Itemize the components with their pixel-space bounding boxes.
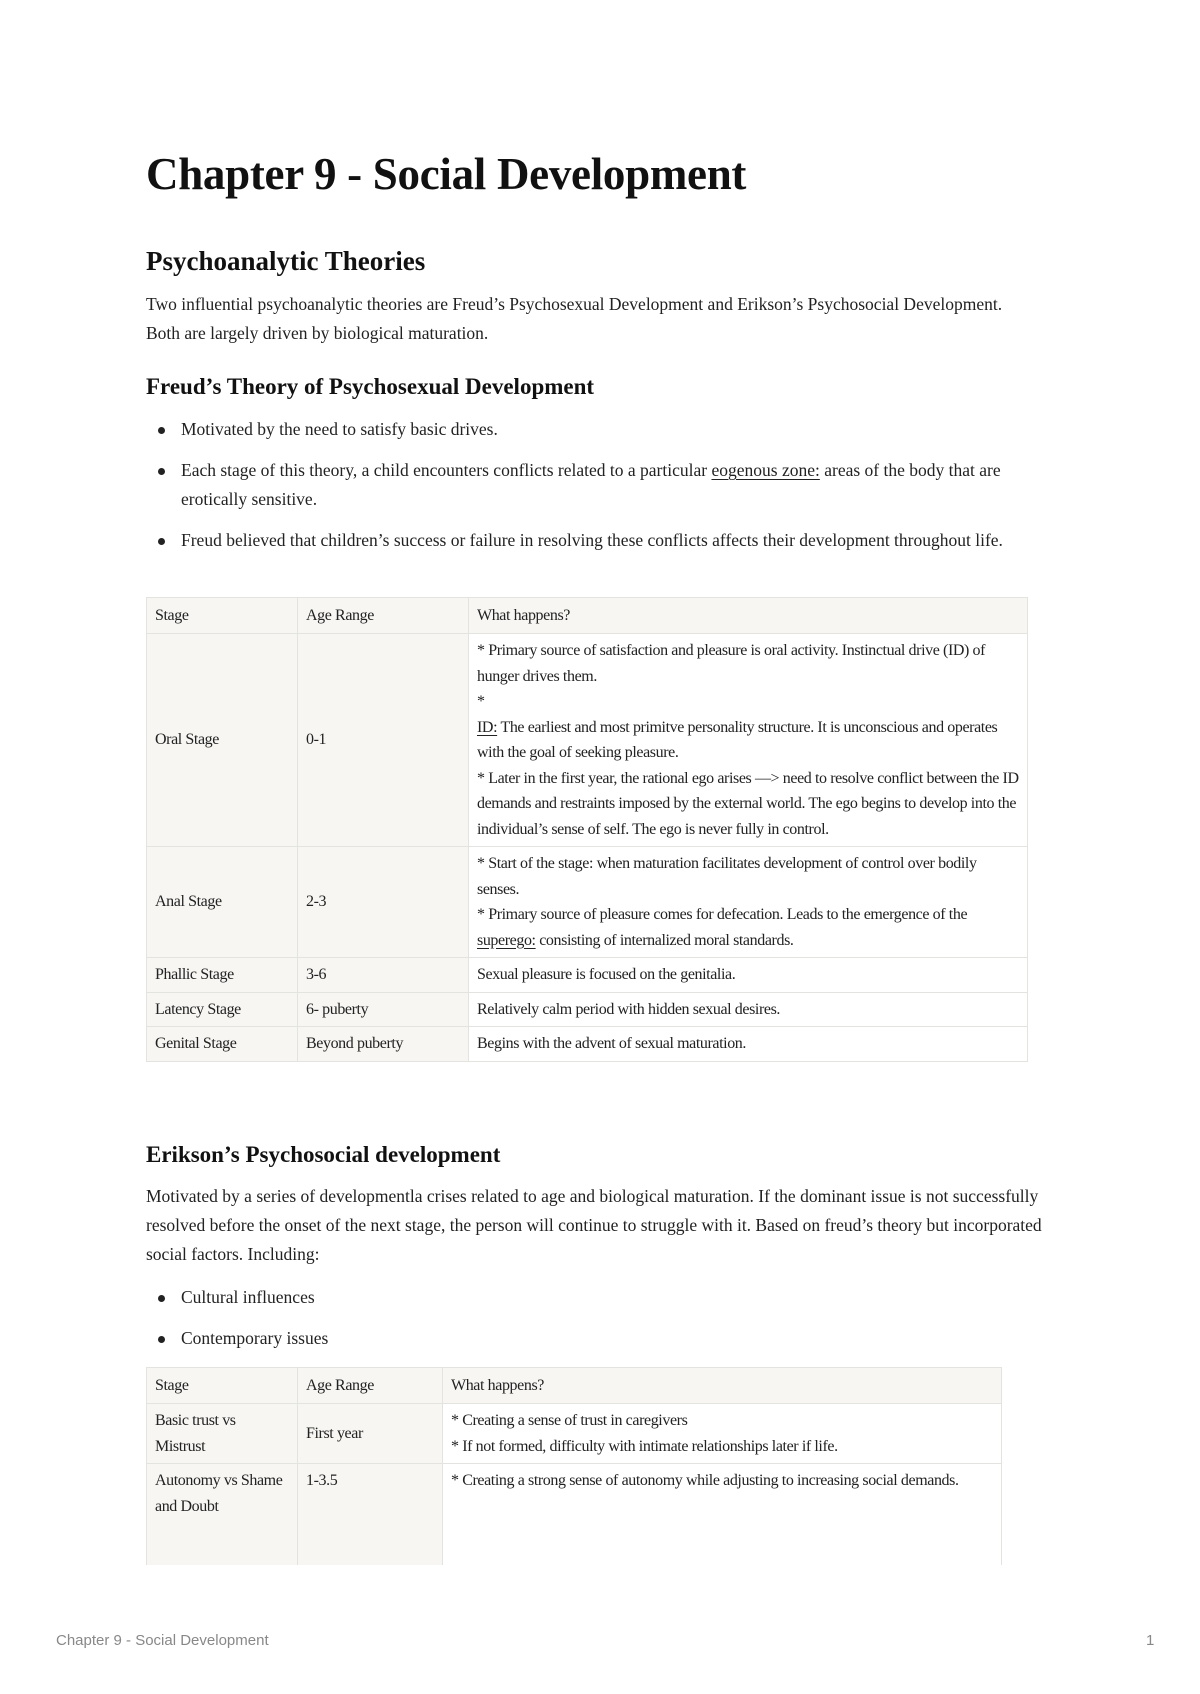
table-header-row — [147, 598, 1028, 634]
list-item: Contemporary issues — [146, 1324, 746, 1353]
table-row — [147, 1404, 1002, 1464]
age-cell: 0-1 — [298, 634, 469, 847]
freud-bullet-list — [146, 415, 1071, 567]
list-item: Motivated by the need to satisfy basic drives. — [146, 415, 1071, 444]
erikson-bullet-list — [146, 1283, 746, 1365]
stage-cell: Phallic Stage — [147, 958, 298, 993]
list-item: Freud believed that children’s success or failure in resolving these conflicts affects their development throughout life. — [146, 526, 1071, 555]
description-cell: Begins with the advent of sexual maturation. — [469, 1027, 1028, 1062]
id-term: ID: — [477, 718, 498, 736]
age-cell: 2-3 — [298, 847, 469, 958]
column-header: Age Range — [298, 598, 469, 634]
description-cell: * Creating a strong sense of autonomy while adjusting to increasing social demands. — [443, 1464, 1002, 1566]
psychoanalytic-intro: Two influential psychoanalytic theories are Freud’s Psychosexual Development and Erikson’s Psychosocial Development. Both are largely driven by biological maturation. — [146, 294, 1003, 343]
section-heading-erikson: Erikson’s Psychosocial development — [146, 1142, 501, 1167]
age-cell: First year — [298, 1404, 443, 1464]
table-row — [147, 634, 1028, 847]
erikson-intro: Motivated by a series of developmentla crises related to age and biological maturation. If the dominant issue is not successfully resolved before the onset of the next stage, the person will continue to struggle with it. Based on freud’s theory but incorporated social factors. Including: — [146, 1186, 1042, 1264]
table-row — [147, 1027, 1028, 1062]
table-row — [147, 992, 1028, 1027]
section-heading-freud: Freud’s Theory of Psychosexual Development — [146, 374, 595, 399]
description-cell: Relatively calm period with hidden sexual desires. — [469, 992, 1028, 1027]
superego-term: superego: — [477, 931, 536, 949]
column-header: Stage — [147, 598, 298, 634]
description-cell: * Creating a sense of trust in caregivers * If not formed, difficulty with intimate relationships later if life. — [443, 1404, 1002, 1464]
age-cell: 3-6 — [298, 958, 469, 993]
age-cell: 1-3.5 — [298, 1464, 443, 1566]
freud-stages-table — [146, 597, 1028, 1062]
footer-page-number: 1 — [1146, 1632, 1155, 1649]
erikson-stages-table — [146, 1367, 1002, 1565]
age-cell: Beyond puberty — [298, 1027, 469, 1062]
section-heading-psychoanalytic: Psychoanalytic Theories — [146, 246, 426, 276]
stage-cell: Anal Stage — [147, 847, 298, 958]
description-cell: * Primary source of satisfaction and pleasure is oral activity. Instinctual drive (ID) of hunger drives them. * ID: The earliest and most primitve personality structure. It is unconscious and operates with the goal of seeking pleasure. * Later in the first year, the rational ego arises —> need to resolve conflict between the ID demands and restraints imposed by the external world. The ego begins to develop into the individual’s sense of self. The ego is never fully in control. — [469, 634, 1028, 847]
table-header-row — [147, 1368, 1002, 1404]
stage-cell: Genital Stage — [147, 1027, 298, 1062]
stage-cell: Latency Stage — [147, 992, 298, 1027]
description-cell: Sexual pleasure is focused on the genitalia. — [469, 958, 1028, 993]
stage-cell: Autonomy vs Shame and Doubt — [147, 1464, 298, 1566]
column-header: What happens? — [443, 1368, 1002, 1404]
column-header: Age Range — [298, 1368, 443, 1404]
table-row — [147, 847, 1028, 958]
column-header: What happens? — [469, 598, 1028, 634]
footer-title: Chapter 9 - Social Development — [56, 1632, 269, 1649]
page-title: Chapter 9 - Social Development — [146, 149, 747, 199]
erikson-table-clip — [146, 1367, 1002, 1565]
stage-cell: Basic trust vs Mistrust — [147, 1404, 298, 1464]
age-cell: 6- puberty — [298, 992, 469, 1027]
table-row — [147, 1464, 1002, 1566]
list-item: Each stage of this theory, a child encounters conflicts related to a particular eogenous zone: areas of the body that are erotically sensitive. — [146, 456, 1071, 514]
column-header: Stage — [147, 1368, 298, 1404]
table-row — [147, 958, 1028, 993]
description-cell: * Start of the stage: when maturation facilitates development of control over bodily senses. * Primary source of pleasure comes for defecation. Leads to the emergence of the superego: consisting of internalized moral standards. — [469, 847, 1028, 958]
stage-cell: Oral Stage — [147, 634, 298, 847]
list-item: Cultural influences — [146, 1283, 746, 1312]
eogenous-zone-term: eogenous zone: — [711, 460, 820, 480]
